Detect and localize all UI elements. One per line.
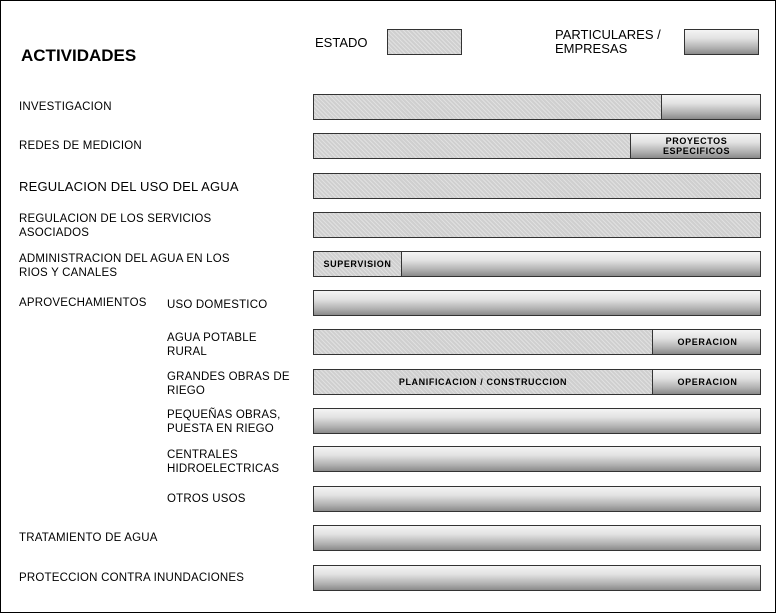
- activity-bar: [313, 565, 761, 591]
- activity-bar: [313, 525, 761, 551]
- state-segment: [314, 370, 652, 394]
- activity-bar: [313, 408, 761, 434]
- private-segment: [652, 370, 761, 394]
- activity-label: PROTECCION CONTRA INUNDACIONES: [19, 572, 245, 584]
- activity-label: CENTRALES HIDROELECTRICAS: [167, 449, 280, 475]
- activity-label: PEQUEÑAS OBRAS, PUESTA EN RIEGO: [167, 409, 281, 435]
- segment-label: SUPERVISION: [323, 259, 392, 269]
- activity-label: USO DOMESTICO: [167, 299, 268, 311]
- private-segment: [661, 95, 761, 119]
- activity-bar: [313, 446, 761, 472]
- legend-private-label: PARTICULARES / EMPRESAS: [555, 27, 661, 56]
- activity-label: GRANDES OBRAS DE RIEGO: [167, 371, 290, 397]
- private-segment: [314, 291, 761, 315]
- activity-bar: [313, 94, 761, 120]
- state-segment: [314, 95, 661, 119]
- activity-label: OTROS USOS: [167, 493, 246, 505]
- activity-bar: [313, 251, 761, 277]
- private-segment: [314, 447, 761, 471]
- private-segment: [314, 526, 761, 550]
- state-segment: [314, 252, 401, 276]
- legend-state-label: ESTADO: [315, 35, 368, 50]
- activity-label: REGULACION DEL USO DEL AGUA: [19, 179, 239, 194]
- state-segment: [314, 134, 630, 158]
- activity-bar: [313, 329, 761, 355]
- state-segment: [314, 330, 652, 354]
- segment-label: OPERACION: [677, 377, 738, 387]
- activity-label: AGUA POTABLE RURAL: [167, 332, 257, 358]
- private-segment: [314, 566, 761, 590]
- segment-label: OPERACION: [677, 337, 738, 347]
- activity-label: INVESTIGACION: [19, 101, 112, 113]
- state-segment: [314, 174, 761, 198]
- activity-bar: [313, 486, 761, 512]
- activity-label: ADMINISTRACION DEL AGUA EN LOS RIOS Y CANALES: [19, 253, 230, 279]
- page-title: ACTIVIDADES: [21, 46, 137, 65]
- activity-bar: [313, 173, 761, 199]
- segment-label: PROYECTOS ESPECIFICOS: [662, 136, 731, 156]
- activity-bar: [313, 290, 761, 316]
- state-segment: [314, 213, 761, 237]
- activity-bar: [313, 133, 761, 159]
- private-segment: [401, 252, 761, 276]
- activity-bar: [313, 369, 761, 395]
- segment-label: PLANIFICACION / CONSTRUCCION: [398, 377, 568, 387]
- activity-label: REDES DE MEDICION: [19, 140, 142, 152]
- private-segment: [630, 134, 761, 158]
- private-segment: [314, 487, 761, 511]
- activity-bar: [313, 212, 761, 238]
- private-segment: [652, 330, 761, 354]
- group-label-aprovechamientos: APROVECHAMIENTOS: [19, 297, 147, 309]
- activity-label: REGULACION DE LOS SERVICIOS ASOCIADOS: [19, 213, 212, 239]
- legend-state-swatch: [387, 29, 462, 55]
- activity-label: TRATAMIENTO DE AGUA: [19, 532, 158, 544]
- legend-private-swatch: [684, 29, 759, 55]
- private-segment: [314, 409, 761, 433]
